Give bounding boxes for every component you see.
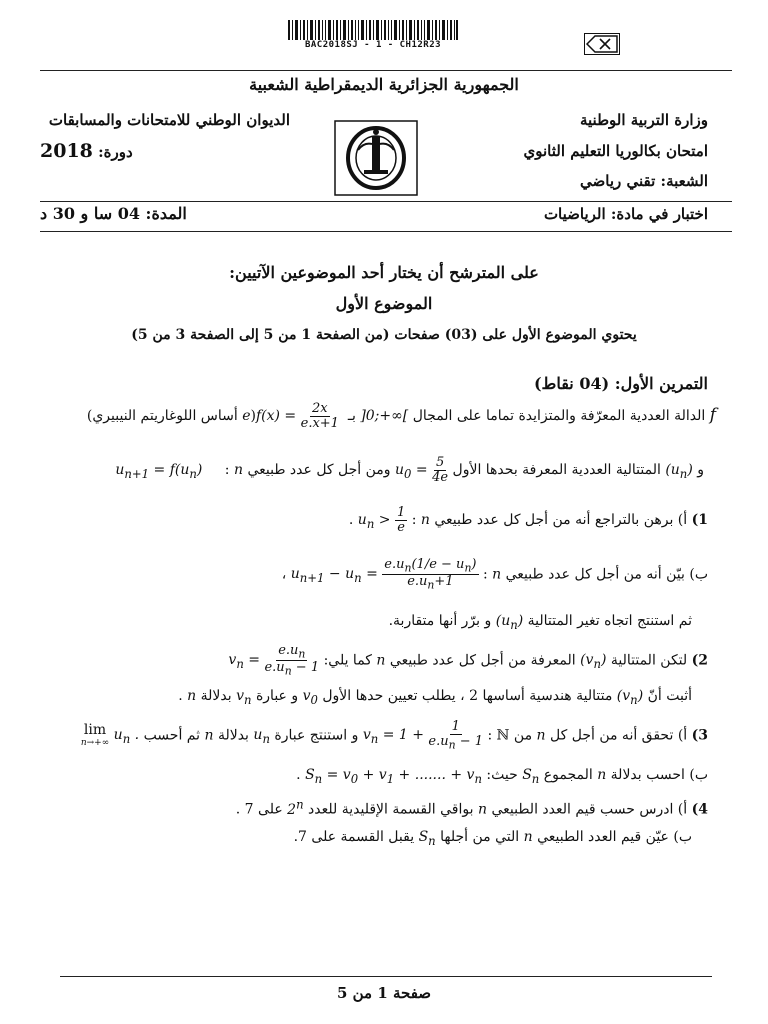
n-var: n [420, 512, 430, 529]
branch-value: تقني رياضي [580, 172, 656, 190]
un-var: $u_n$ [253, 727, 270, 747]
v-n: $(v_n)$ [616, 688, 644, 707]
exercise-line-1 [36, 402, 716, 430]
question-4a [220, 797, 708, 818]
line2-and: و [697, 462, 704, 479]
close-icon [584, 33, 620, 55]
q1a-inequality: $u_n$ > $\frac{1}{e}$ [357, 505, 406, 535]
duration [40, 204, 260, 223]
n-var: n [233, 462, 244, 479]
q1c-b: و برّر أنها متقاربة. [388, 613, 492, 629]
q1b-formula: $u_{n+1} - u_n$ = $\frac{e.u_n(1/e - u_n)}{e.u_n+1}$ [290, 557, 477, 592]
u0-formula: $u_0$ = $\frac{5}{4e}$ [395, 455, 449, 485]
footer-rule [60, 976, 712, 977]
line2-text: المتتالية العددية المعرفة بحدها الأول [452, 462, 661, 479]
exam-name: امتحان بكالوريا التعليم الثانوي [523, 142, 708, 160]
question-3a: 3) أ) تحقق أنه من أجل كل n من ℕ : $v_n = 1$ + $\frac{1}{e.u_n - 1}$ و استنتج عبارة $u_n$ بدلالة n ثم أحسب lim n→+∞ $u_n$ . [80, 719, 708, 752]
f-formula: f(x) = $\frac{2x}{e.x+1}$ [255, 401, 339, 431]
branch [470, 172, 708, 190]
subject-label: اختبار في مادة: [610, 205, 708, 223]
line1-base-text: أساس اللوغاريتم النيبيري) [86, 408, 238, 425]
topic-pages: يحتوي الموضوع الأول على (03) صفحات (من الصفحة 1 من 5 إلى الصفحة 3 من 5) [131, 327, 637, 343]
subject [430, 205, 708, 223]
question-1b: ب) بيّن أنه من أجل كل عدد طبيعي n : $u_{n+1} - u_n$ = $\frac{e.u_n(1/e - u_n)}{e.u_n+1}$ ، [281, 557, 708, 592]
sn-var: $S_n$ [418, 829, 436, 848]
q4a-remainders: بواقي القسمة الإقليدية للعدد [308, 801, 474, 818]
q4a-by7: على 7 . [235, 801, 283, 818]
q3a-compute: ثم أحسب [143, 727, 201, 744]
q4a-text: أ) ادرس حسب قيم العدد الطبيعي [491, 801, 688, 818]
barcode-text: BAC2018SJ - 1 - CH12R23 [304, 40, 442, 50]
question-2 [200, 644, 708, 677]
naturals-set: ℕ [496, 727, 510, 744]
q1c-a: ثم استنتج اتجاه تغير المتتالية [527, 613, 692, 629]
q4b-text: ب) عيّن قيم العدد الطبيعي [537, 829, 692, 845]
line2-forall: ومن أجل كل عدد طبيعي [247, 462, 391, 479]
question-1c [340, 613, 692, 632]
question-3b: ب) احسب بدلالة n المجموع $S_n$ حيث: $S_n = v_0 + v_1$ + ....... + $v_n$ . [296, 767, 708, 786]
subject-value: الرياضيات [543, 205, 606, 223]
q3a-in-terms: بدلالة [217, 727, 249, 744]
n-var: n [204, 727, 214, 744]
interval: ]0;+∞[ [360, 408, 409, 425]
duration-value: 04 سا و 30 د [40, 204, 140, 223]
q3-number: 3) [691, 727, 708, 744]
q3a-deduce: و استنتج عبارة [274, 727, 359, 744]
q2b-b: متتالية هندسية أساسها 2 ، يطلب تعيين حدها الأول [322, 688, 613, 704]
session-year: 2018 [40, 140, 93, 162]
question-1a: 1) أ) برهن بالتراجع أنه من أجل كل عدد طبيعي n : $u_n$ > $\frac{1}{e}$ . [348, 505, 708, 535]
exercise-title: التمرين الأول: (04 نقاط) [533, 374, 708, 393]
line1-text: الدالة العددية المعرّفة والمتزايدة تماما على المجال [412, 408, 706, 425]
limit-expr: lim n→+∞ $u_n$ . [80, 722, 140, 749]
q3a-from: من [513, 727, 533, 744]
q2-text-b: المعرفة من أجل كل عدد طبيعي [389, 652, 576, 669]
q1b-text: ب) بيّن أنه من أجل كل عدد طبيعي [505, 566, 708, 583]
session [40, 140, 190, 162]
q3b-text: ب) احسب بدلالة [610, 767, 708, 783]
question-4b [280, 829, 692, 848]
n-var: n [597, 767, 607, 783]
f-symbol: f [709, 405, 716, 426]
u-n: $(u_n)$ [665, 462, 693, 481]
q1a-text: أ) برهن بالتراجع أنه من أجل كل عدد طبيعي [434, 512, 688, 529]
session-label: دورة: [98, 143, 133, 161]
subject-rule [40, 231, 732, 232]
u-n: $(u_n)$ [495, 613, 524, 632]
q3b-where: حيث: [486, 767, 518, 783]
n-var: n [477, 801, 487, 818]
q1-number: 1) [691, 512, 708, 529]
q4b-which: التي من أجلها [440, 829, 520, 845]
header-rule [40, 201, 732, 202]
n-var: n [523, 829, 533, 845]
ministry-name: وزارة التربية الوطنية [579, 111, 708, 129]
duration-label: المدة: [145, 204, 187, 223]
q3b-sum: المجموع [543, 767, 593, 783]
emblem-logo [334, 120, 418, 196]
v-n: $(v_n)$ [580, 652, 607, 672]
n-var: n [536, 727, 546, 744]
exercise-line-2: و $(u_n)$ المتتالية العددية المعرفة بحدها الأول $u_0$ = $\frac{5}{4e}$ ومن أجل كل عدد طبيعي n : $u_{n+1} = f(u_n)$ [115, 455, 704, 485]
v0-var: $v_0$ [302, 688, 318, 707]
top-rule [40, 70, 732, 71]
vn-identity: $v_n = 1$ + $\frac{1}{e.u_n - 1}$ [362, 719, 484, 752]
barcode [288, 20, 458, 40]
vn-formula: $v_n$ = $\frac{e.u_n}{e.u_n - 1}$ [228, 643, 320, 678]
power-expr: 2$^n$ [287, 797, 304, 818]
line1-by: بـ [347, 408, 356, 425]
choose-instruction: على المترشح أن يختار أحد الموضوعين الآتيين: [229, 263, 539, 282]
line1-base: (e أساس اللوغاريتم النيبيري) [86, 408, 256, 425]
question-2b: أثبت أنّ $(v_n)$ متتالية هندسية أساسها 2 ، يطلب تعيين حدها الأول $v_0$ و عبارة $v_n$ بدلالة n . [178, 688, 692, 707]
q4b-div7: يقبل القسمة على 7. [293, 829, 415, 845]
office-name: الديوان الوطني للامتحانات والمسابقات [48, 111, 290, 129]
vn-var: $v_n$ [236, 688, 252, 707]
republic-title: الجمهورية الجزائرية الديمقراطية الشعبية [249, 75, 519, 94]
q3a-text: أ) تحقق أنه من أجل كل [550, 727, 688, 744]
q2-text-c: كما يلي: [323, 652, 372, 669]
n-var: n [492, 566, 502, 583]
q4-number: 4) [691, 801, 708, 818]
recurrence: $u_{n+1} = f(u_n)$ [115, 462, 203, 481]
q2-text: لتكن المتتالية [610, 652, 688, 669]
q2b-a: أثبت أنّ [647, 688, 692, 704]
sum-formula: $S_n = v_0 + v_1$ + ....... + $v_n$ [305, 767, 482, 786]
sn-var: $S_n$ [522, 767, 540, 786]
n-var: n [187, 688, 197, 704]
q2b-d: بدلالة [200, 688, 232, 704]
topic-title: الموضوع الأول [335, 294, 433, 313]
page-number: صفحة 1 من 5 [336, 984, 432, 1002]
q2b-c: و عبارة [255, 688, 299, 704]
n-var: n [376, 652, 386, 669]
branch-label: الشعبة: [660, 172, 708, 190]
q2-number: 2) [691, 652, 708, 669]
